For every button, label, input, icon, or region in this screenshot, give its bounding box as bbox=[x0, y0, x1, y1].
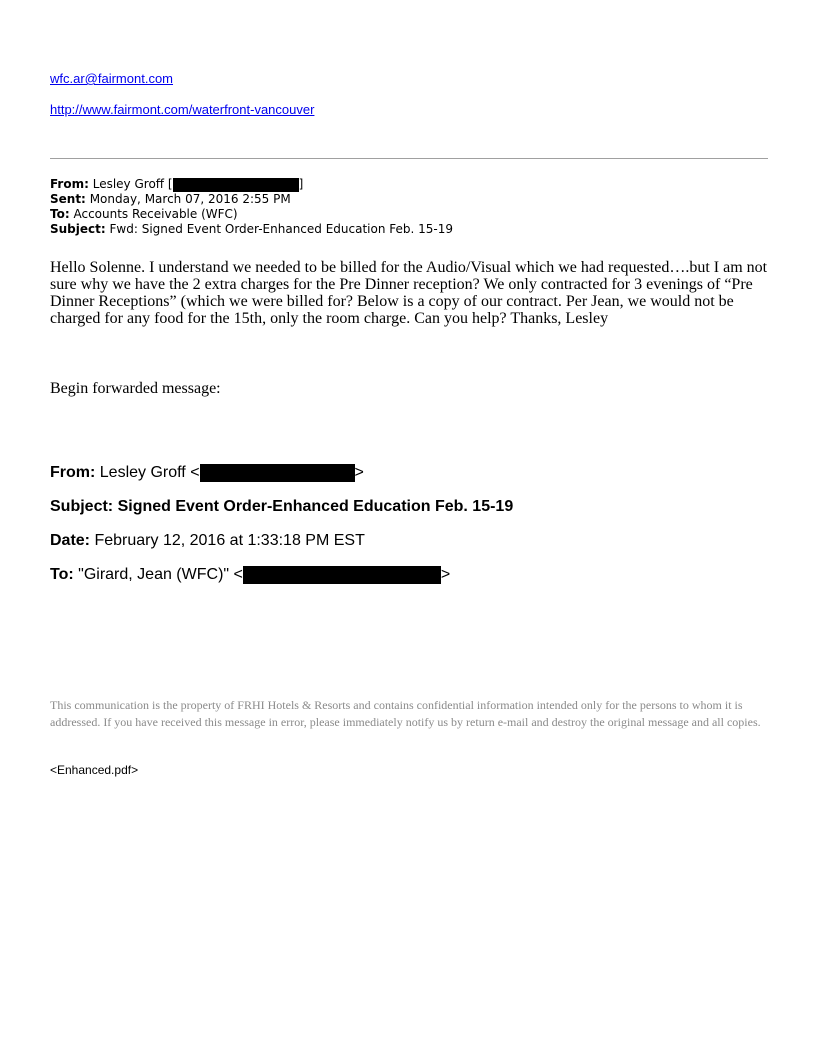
fwd-to-value: "Girard, Jean (WFC)" < bbox=[78, 566, 243, 584]
to-label: To: bbox=[50, 207, 70, 221]
sent-label: Sent: bbox=[50, 192, 86, 206]
fwd-subject-value: Signed Event Order-Enhanced Education Feb. 15-19 bbox=[117, 498, 514, 515]
contact-email-link[interactable]: wfc.ar@fairmont.com bbox=[50, 71, 173, 86]
fwd-date-value: February 12, 2016 at 1:33:18 PM EST bbox=[94, 532, 365, 549]
reply-sent-line bbox=[50, 192, 453, 207]
attachment-label[interactable]: <Enhanced.pdf> bbox=[50, 763, 139, 777]
from-value: Lesley Groff [ bbox=[92, 177, 173, 191]
divider bbox=[50, 158, 768, 159]
reply-from-line bbox=[50, 177, 453, 192]
reply-header bbox=[50, 177, 453, 237]
redacted-email-block bbox=[243, 566, 441, 584]
to-value: Accounts Receivable (WFC) bbox=[73, 207, 238, 221]
reply-subject-line bbox=[50, 222, 453, 237]
fwd-from-value: Lesley Groff < bbox=[99, 464, 200, 482]
from-close: ] bbox=[298, 177, 304, 191]
fwd-to-line bbox=[50, 566, 450, 584]
fwd-from-label: From: bbox=[50, 464, 96, 482]
fwd-from-line bbox=[50, 464, 364, 482]
fwd-subject-label: Subject: bbox=[50, 498, 114, 515]
website-link[interactable]: http://www.fairmont.com/waterfront-vancouver bbox=[50, 102, 315, 117]
fwd-date-label: Date: bbox=[50, 532, 91, 549]
redacted-email-block bbox=[173, 178, 299, 192]
message-body: Hello Solenne. I understand we needed to be billed for the Audio/Visual which we had requested….but I am not sure why we have the 2 extra charges for the Pre Dinner reception? We only contracted for 3 evenings of “Pre Dinner Receptions” (which we were billed for? Below is a copy of our contract. Per Jean, we would not be charged for any food for the 15th, only the room charge. Can you help? Thanks, Lesley bbox=[50, 259, 768, 327]
subject-label: Subject: bbox=[50, 222, 106, 236]
redacted-email-block bbox=[200, 464, 355, 482]
confidentiality-disclaimer: This communication is the property of FRHI Hotels & Resorts and contains confidential information intended only for the persons to whom it is addressed. If you have received this message in error, please immediately notify us by return e-mail and destroy the original message and all copies. bbox=[50, 698, 761, 729]
fwd-to-label: To: bbox=[50, 566, 74, 584]
subject-value: Fwd: Signed Event Order-Enhanced Education Feb. 15-19 bbox=[109, 222, 454, 236]
forward-intro: Begin forwarded message: bbox=[50, 380, 221, 397]
fwd-subject-line bbox=[50, 498, 513, 516]
from-label: From: bbox=[50, 177, 89, 191]
fwd-to-close: > bbox=[440, 566, 451, 584]
fwd-date-line bbox=[50, 532, 365, 550]
fwd-from-close: > bbox=[354, 464, 364, 482]
sent-value: Monday, March 07, 2016 2:55 PM bbox=[89, 192, 291, 206]
reply-to-line bbox=[50, 207, 453, 222]
